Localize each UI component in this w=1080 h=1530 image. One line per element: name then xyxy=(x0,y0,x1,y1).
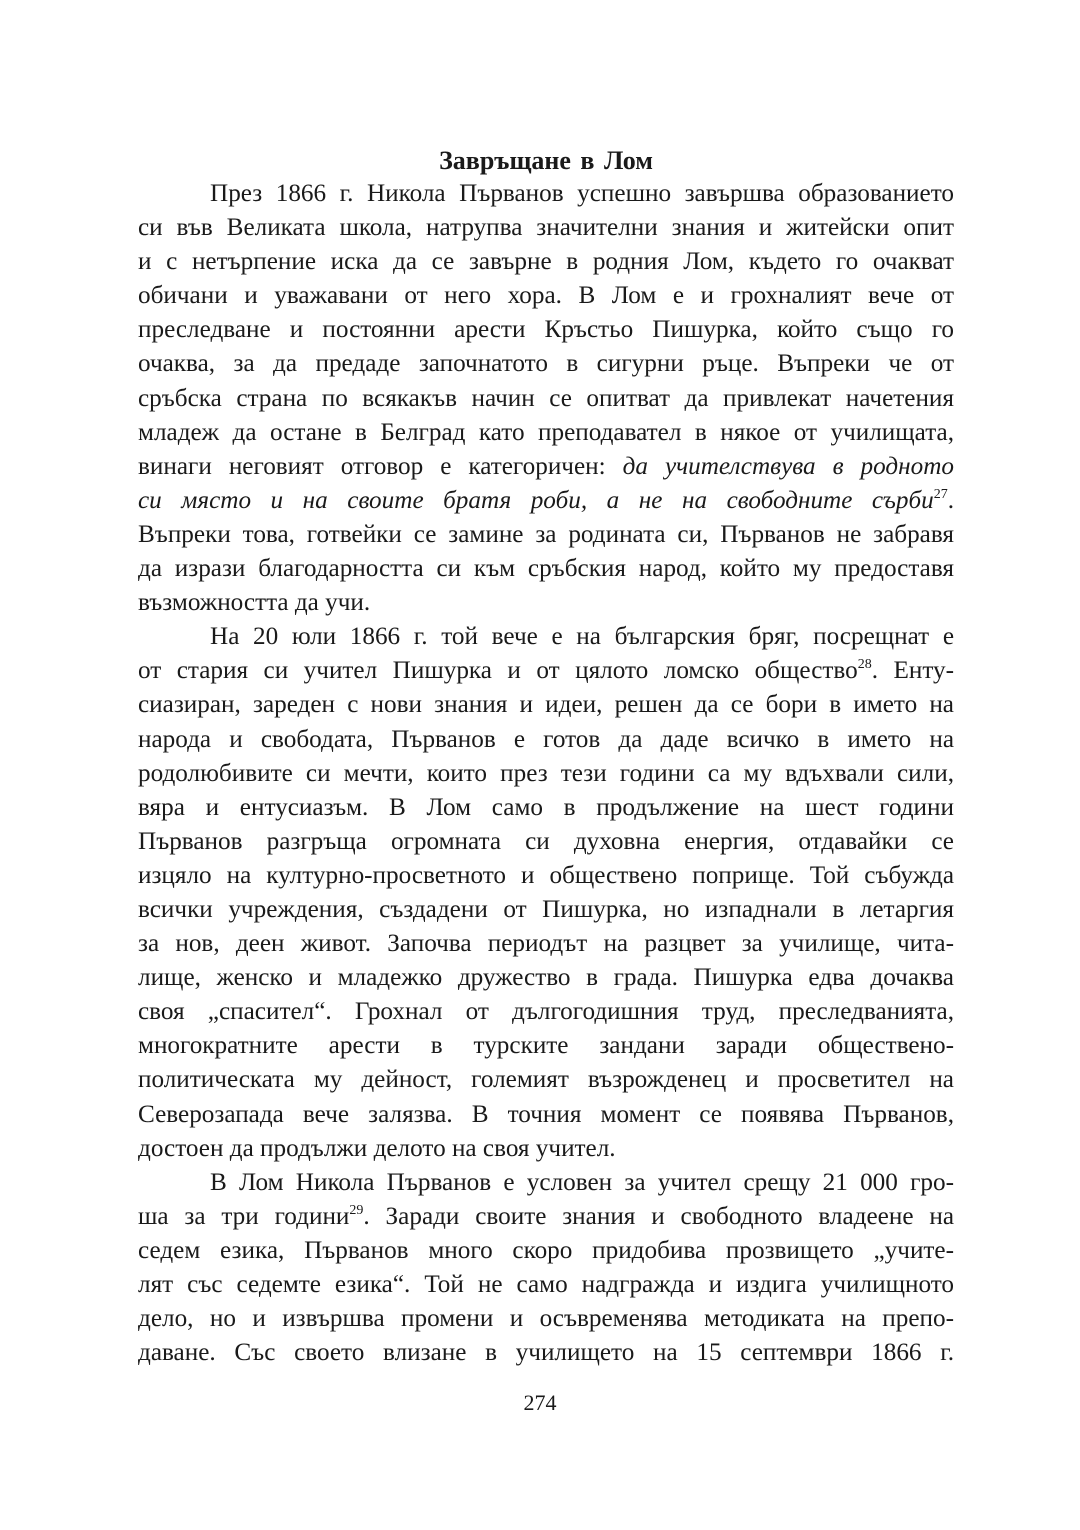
text-line xyxy=(138,654,954,688)
text-run: и с нетърпение иска да се завърне в родния Лом, където го очакват xyxy=(138,248,954,276)
text-run: вяра и ентусиазъм. В Лом само в продължение на шест години xyxy=(138,793,954,821)
text-line xyxy=(138,1132,954,1166)
text-line xyxy=(138,791,954,825)
italic-quote: да учителствува в родното xyxy=(622,452,954,480)
text-run: младеж да остане в Белград като преподавател в някое от училищата, xyxy=(138,418,954,446)
text-run: достоен да продължи делото на своя учител. xyxy=(138,1134,616,1162)
text-run: сръбска страна по всякакъв начин се опитват да привлекат начетения xyxy=(138,384,954,412)
page-number: 274 xyxy=(523,1390,557,1415)
text-run: от стария си учител Пишурка и от цялото ломско общество xyxy=(138,657,858,685)
text-run: . Заради своите знания и свободното владеене на xyxy=(363,1202,954,1230)
text-run: за нов, деен живот. Започва периодът на разцвет за училище, чита- xyxy=(138,930,954,958)
text-run: сиазиран, зареден с нови знания и идеи, решен да се бори в името на xyxy=(138,691,954,719)
text-line xyxy=(138,450,954,484)
text-run: родолюбивите си мечти, които през тези години са му вдъхвали сили, xyxy=(138,759,954,787)
text-line xyxy=(138,279,954,313)
text-line xyxy=(138,1063,954,1097)
text-run: възможността да учи. xyxy=(138,589,371,617)
text-run: Въпреки това, готвейки се замине за родината си, Първанов не забравя xyxy=(138,520,954,548)
text-line xyxy=(138,416,954,450)
text-line xyxy=(138,620,954,654)
text-line xyxy=(138,347,954,381)
text-run: . xyxy=(947,486,954,514)
text-line xyxy=(138,211,954,245)
text-run: ша за три години xyxy=(138,1202,350,1230)
text-line xyxy=(138,484,954,518)
text-line xyxy=(138,961,954,995)
paragraph-2 xyxy=(138,620,954,1166)
text-run: многократните арести в турските зандани заради обществено- xyxy=(138,1032,954,1060)
text-line xyxy=(138,1098,954,1132)
text-run: . Енту- xyxy=(871,657,954,685)
text-line xyxy=(138,1029,954,1063)
text-run: народа и свободата, Първанов е готов да даде всичко в името на xyxy=(138,725,954,753)
text-line xyxy=(138,518,954,552)
text-line xyxy=(138,382,954,416)
text-run: да изрази благодарността си към сръбския народ, който му предоставя xyxy=(138,555,954,583)
text-line xyxy=(138,723,954,757)
text-run: Първанов разгръща огромната си духовна енергия, отдавайки се xyxy=(138,827,954,855)
footnote-ref: 27 xyxy=(933,486,948,502)
text-run: лище, женско и младежко дружество в града. Пишурка едва дочаква xyxy=(138,964,954,992)
italic-quote: си място и на своите братя роби, а не на свободните сърби xyxy=(138,486,934,514)
text-line xyxy=(138,1302,954,1336)
text-line xyxy=(138,313,954,347)
text-run: винаги неговият отговор е категоричен: xyxy=(138,452,623,480)
paragraph-1 xyxy=(138,177,954,620)
text-run: седем езика, Първанов много скоро придобива прозвището „учите- xyxy=(138,1236,954,1264)
text-run: През 1866 г. Никола Първанов успешно завършва образованието xyxy=(210,180,954,207)
text-line xyxy=(138,245,954,279)
chapter-title: Завръщане в Лом xyxy=(439,146,653,175)
text-run: очаква, за да предаде започнатото в сигурни ръце. Въпреки че от xyxy=(138,350,954,378)
paragraph-3 xyxy=(138,1166,954,1371)
text-line xyxy=(138,586,954,620)
text-run: своя „спасител“. Грохнал от дългогодишния труд, преследванията, xyxy=(138,998,954,1026)
text-run: дело, но и извършва промени и осъвременява методиката на препо- xyxy=(138,1305,954,1333)
text-run: политическата му дейност, големият възрожденец и просветител на xyxy=(138,1066,954,1094)
text-line xyxy=(138,177,954,211)
text-run: преследване и постоянни арести Кръстьо Пишурка, който също го xyxy=(138,316,954,344)
text-run: На 20 юли 1866 г. той вече е на българския бряг, посрещнат е xyxy=(210,623,954,651)
text-run: обичани и уважавани от него хора. В Лом е и грохналият вече от xyxy=(138,282,954,310)
text-run: всички учреждения, създадени от Пишурка, но изпаднали в летаргия xyxy=(138,895,954,923)
text-line xyxy=(138,1336,954,1370)
text-line xyxy=(138,859,954,893)
text-line xyxy=(138,995,954,1029)
text-run: В Лом Никола Първанов е условен за учител срещу 21 000 гро- xyxy=(210,1168,954,1196)
text-line xyxy=(138,552,954,586)
text-line xyxy=(138,688,954,722)
text-line xyxy=(138,1268,954,1302)
text-run: си във Великата школа, натрупва значителни знания и житейски опит xyxy=(138,214,954,242)
footnote-ref: 28 xyxy=(857,657,872,673)
text-line xyxy=(138,1166,954,1200)
body-text xyxy=(138,177,954,1370)
text-line xyxy=(138,893,954,927)
text-run: изцяло на културно-просветното и обществено поприще. Той събужда xyxy=(138,861,954,889)
text-run: Северозапада вече залязва. В точния момент се появява Първанов, xyxy=(138,1100,954,1128)
text-line xyxy=(138,757,954,791)
text-run: даване. Със своето влизане в училището на 15 септември 1866 г. xyxy=(138,1339,954,1367)
text-line xyxy=(138,1234,954,1268)
text-line xyxy=(138,927,954,961)
text-line xyxy=(138,1200,954,1234)
footnote-ref: 29 xyxy=(349,1202,364,1218)
text-line xyxy=(138,825,954,859)
text-run: лят със седемте езика“. Той не само надгражда и издига училищното xyxy=(138,1271,954,1298)
